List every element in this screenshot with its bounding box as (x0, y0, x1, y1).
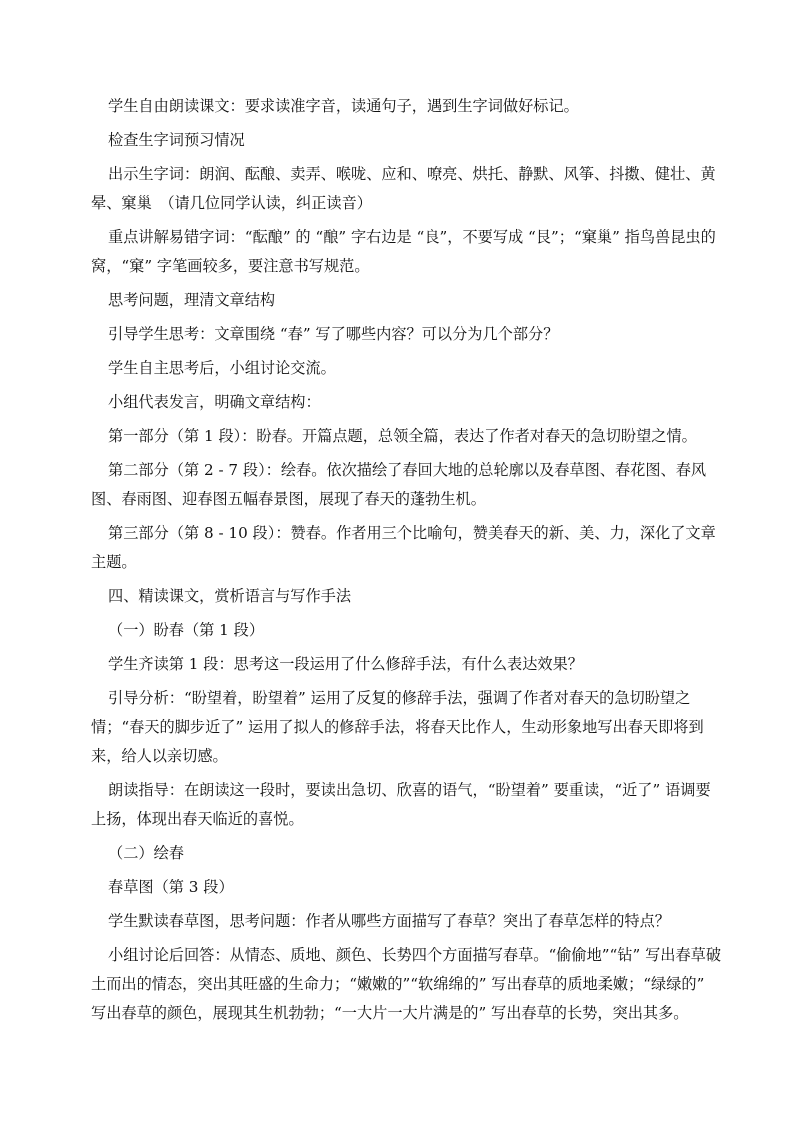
paragraph-guide-thinking: 引导学生思考：文章围绕 “春” 写了哪些内容？可以分为几个部分？ (108, 325, 559, 343)
paragraph-guide-analysis: 引导分析：“盼望着，盼望着” 运用了反复的修辞手法，强调了作者对春天的急切盼望之情；“春天的脚步近了” 运用了拟人的修辞手法，将春天比作人，生动形象地写出春天即将到来，给人以亲切感。 (91, 689, 704, 765)
paragraph-read-first: 学生齐读第 1 段：思考这一段运用了什么修辞手法，有什么表达效果？ (108, 655, 583, 673)
paragraph-structure-heading: 思考问题，理清文章结构 (108, 291, 276, 309)
paragraph-part-two: 第二部分（第 2 - 7 段）：绘春。依次描绘了春回大地的总轮廓以及春草图、春花图、春风图、春雨图、迎春图五幅春景图，展现了春天的蓬勃生机。 (91, 461, 707, 508)
paragraph-spring-grass-title: 春草图（第 3 段） (108, 878, 234, 896)
paragraph-part-three: 第三部分（第 8 - 10 段）：赞春。作者用三个比喻句，赞美春天的新、美、力，深化了文章主题。 (91, 524, 716, 571)
paragraph-part-one: 第一部分（第 1 段）：盼春。开篇点题，总领全篇，表达了作者对春天的急切盼望之情。 (108, 427, 697, 445)
paragraph-key-words: 重点讲解易错字词：“酝酿” 的 “酿” 字右边是 “良”，不要写成 “艮”；“窠巢” 指鸟兽昆虫的窝，“窠” 字笔画较多，要注意书写规范。 (91, 228, 716, 275)
paragraph-reading-guide: 朗读指导：在朗读这一段时，要读出急切、欣喜的语气，“盼望着” 要重读，“近了” 语调要上扬，体现出春天临近的喜悦。 (91, 781, 711, 828)
paragraph-silent-reading: 学生默读春草图，思考问题：作者从哪些方面描写了春草？突出了春草怎样的特点？ (108, 912, 670, 930)
paragraph-representative: 小组代表发言，明确文章结构： (108, 393, 321, 411)
paragraph-free-reading: 学生自由朗读课文：要求读准字音，读通句子，遇到生字词做好标记。 (108, 97, 579, 115)
subsection-heading-panchun: （一）盼春（第 1 段） (108, 621, 265, 639)
paragraph-group-answer: 小组讨论后回答：从情态、质地、颜色、长势四个方面描写春草。“偷偷地”“钻” 写出春草破土而出的情态，突出其旺盛的生命力；“嫩嫩的”“软绵绵的” 写出春草的质地柔嫩；“绿绿的” 写出春草的颜色，展现其生机勃勃；“一大片一大片满是的” 写出春草的长势，突出其多。 (91, 946, 722, 1022)
section-heading-close-reading: 四、精读课文，赏析语言与写作手法 (108, 587, 351, 605)
paragraph-show-vocab: 出示生字词：朗润、酝酿、卖弄、喉咙、应和、嘹亮、烘托、静默、风筝、抖擞、健壮、黄晕、窠巢 （请几位同学认读，纠正读音） (91, 165, 716, 212)
subsection-heading-huichun: （二）绘春 (108, 844, 184, 862)
paragraph-group-discussion: 学生自主思考后，小组讨论交流。 (108, 359, 336, 377)
paragraph-check-vocab: 检查生字词预习情况 (108, 131, 245, 149)
